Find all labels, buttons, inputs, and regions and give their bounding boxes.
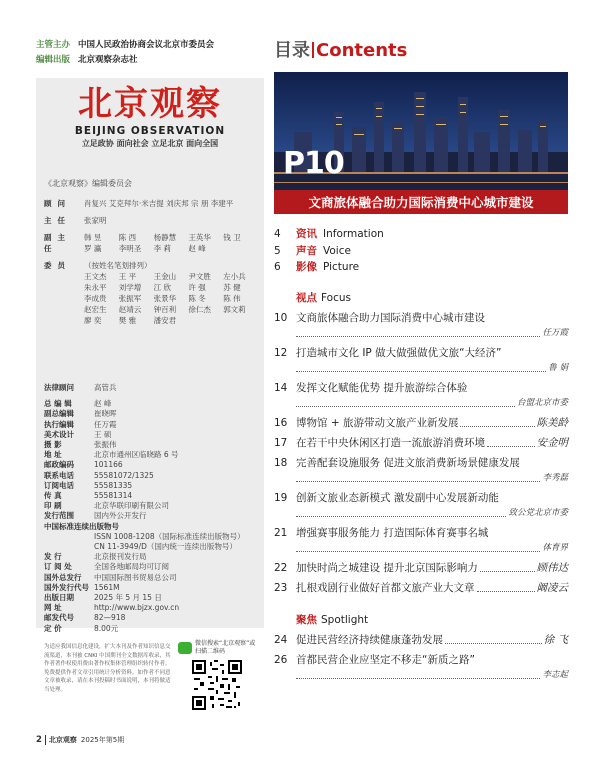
member-name: 王文杰 xyxy=(84,272,107,281)
toc-article-author: 体育界 xyxy=(542,542,568,553)
toc-heading xyxy=(274,36,407,62)
pub-key: 联系电话 xyxy=(44,470,74,480)
pub-value: 55581335 xyxy=(94,480,133,490)
toc-article-author: 致公党北京市委 xyxy=(508,507,568,518)
deputy-name: 韩 昱 xyxy=(84,233,102,242)
member-name: 钟百利 xyxy=(153,305,177,314)
toc-list xyxy=(274,226,568,683)
toc-article-link[interactable] xyxy=(274,346,568,376)
toc-article-author: 李秀磊 xyxy=(542,472,568,483)
dot-leader xyxy=(460,426,534,427)
pub-key: 邮政编码 xyxy=(44,460,74,470)
pub-row xyxy=(44,593,258,603)
pub-value: http://www.bjzx.gov.cn xyxy=(94,603,180,613)
sponsor-value: 中国人民政治协商会议北京市委员会 xyxy=(78,40,215,50)
toc-article-body xyxy=(296,456,568,486)
toc-page-number: 22 xyxy=(274,561,288,574)
pub-row xyxy=(44,491,258,501)
toc-article-body xyxy=(296,381,568,411)
toc-section-link[interactable] xyxy=(274,226,568,243)
page-footer xyxy=(36,735,124,745)
pub-value: 101166 xyxy=(94,460,123,470)
toc-page-number: 18 xyxy=(274,456,288,469)
toc-section-cn: 影像 xyxy=(296,261,317,273)
member-name: 尹文胜 xyxy=(188,272,211,281)
director-key: 主任 xyxy=(44,216,71,225)
toc-article-link[interactable] xyxy=(274,633,568,648)
pub-value: 55581072/1325 xyxy=(94,470,154,480)
member-name: 潘安君 xyxy=(153,316,177,325)
logo-tagline: 立足政协 面向社会 立足北京 面向全国 xyxy=(81,139,219,148)
wechat-icon xyxy=(178,642,192,654)
toc-article-author: 陈美龄 xyxy=(536,416,568,429)
pub-key: 执行编辑 xyxy=(44,419,74,429)
member-name: 朱永平 xyxy=(84,283,107,292)
toc-article-author: 台盟北京市委 xyxy=(516,397,568,408)
pub-key: 传 真 xyxy=(44,491,62,501)
toc-article-body xyxy=(296,491,568,521)
deputy-name xyxy=(223,243,258,254)
toc-section-en: Voice xyxy=(323,244,351,257)
member-name: 刘学增 xyxy=(118,283,142,292)
pub-row xyxy=(44,501,258,511)
toc-article-link[interactable] xyxy=(274,561,568,576)
toc-article-line xyxy=(296,416,568,431)
member-name: 赵靖云 xyxy=(118,305,142,314)
pub-row xyxy=(44,552,258,562)
editor-value: 北京观察杂志社 xyxy=(78,55,138,65)
pub-value: 2025 年 5 月 15 日 xyxy=(94,593,162,603)
toc-article-author: 任万霞 xyxy=(542,327,568,338)
pub-row xyxy=(44,409,258,419)
pub-row xyxy=(44,460,258,470)
toc-article-author: 安金明 xyxy=(536,436,568,449)
member-name: 许 强 xyxy=(188,283,206,292)
toc-article-title: 首都民营企业应坚定不移走“新质之路” xyxy=(296,653,475,666)
legal-key: 法律顾问 xyxy=(44,383,74,392)
member-name: 徐仁杰 xyxy=(188,305,211,314)
dot-leader xyxy=(296,371,546,372)
qr-code-icon[interactable] xyxy=(192,660,242,710)
member-name: 李成贵 xyxy=(84,294,107,303)
deputy-name: 杨静慧 xyxy=(153,233,177,242)
pub-row xyxy=(44,450,258,460)
spotlight-section-header: 聚焦 Spotlight xyxy=(296,613,369,626)
pub-key: 副总编辑 xyxy=(44,409,74,419)
toc-section-link[interactable] xyxy=(274,243,568,260)
toc-page-number: 14 xyxy=(274,381,288,394)
pub-value: 1561M xyxy=(94,582,120,592)
toc-article-link[interactable] xyxy=(274,456,568,486)
dot-leader xyxy=(296,406,515,407)
toc-article-title: 扎根戏剧行业做好首都文旅产业大文章 xyxy=(296,581,475,594)
pub-key: 摄 影 xyxy=(44,440,62,450)
toc-article-title: 加快时尚之城建设 提升北京国际影响力 xyxy=(296,561,478,574)
toc-author-line xyxy=(296,326,568,341)
pub-value: 崔晓晖 xyxy=(94,409,117,419)
deputy-names xyxy=(84,232,258,254)
cover-headline[interactable]: 文商旅体融合助力国际消费中心城市建设 xyxy=(308,195,534,210)
member-name xyxy=(223,315,258,326)
toc-page-number: 10 xyxy=(274,311,288,324)
toc-author-line xyxy=(296,361,568,376)
pub-value: 全国各地邮局均可订阅 xyxy=(94,562,169,572)
director-name: 张家明 xyxy=(84,216,107,225)
toc-page-number: 21 xyxy=(274,526,288,539)
pub-row xyxy=(44,420,258,430)
dot-leader xyxy=(445,643,542,644)
toc-article-title: 在若干中央休闲区打造一流旅游消费环境 xyxy=(296,436,485,449)
deputy-name: 陈 西 xyxy=(118,233,137,242)
toc-title-en: Contents xyxy=(316,40,408,61)
toc-article-line xyxy=(296,436,568,451)
deputy-name: 钱 卫 xyxy=(223,233,241,242)
toc-article-link[interactable] xyxy=(274,436,568,451)
toc-article-body xyxy=(296,346,568,376)
pub-key: 总 编 辑 xyxy=(44,399,72,409)
pub-key: 网 址 xyxy=(44,603,62,613)
deputy-name: 王英华 xyxy=(188,233,211,242)
deputy-name: 赵 峰 xyxy=(188,244,206,253)
toc-page-number: 24 xyxy=(274,633,288,646)
pub-row xyxy=(44,583,258,593)
advisor-names: 肖复兴 艾克拜尔·米吉提 刘庆邦 宗 朋 李建平 xyxy=(84,199,234,208)
deputy-name: 李 莉 xyxy=(153,244,171,253)
sponsor-key: 主管主办 xyxy=(36,40,71,50)
pub-value: 8.00元 xyxy=(94,623,119,633)
pub-row xyxy=(44,430,258,440)
pub-key: 发行范围 xyxy=(44,511,74,521)
deputy-key: 副主任 xyxy=(44,233,71,253)
toc-article-line xyxy=(296,581,568,596)
member-name: 张景华 xyxy=(153,294,177,303)
toc-article-link[interactable] xyxy=(274,653,568,683)
footer-magazine: 北京观察 xyxy=(48,736,77,744)
pub-key: 订 阅 处 xyxy=(44,562,72,572)
pub-row xyxy=(44,573,258,583)
member-name: 赵宏生 xyxy=(84,305,107,314)
toc-article-title: 发挥文化赋能优势 提升旅游综合体验 xyxy=(296,381,468,394)
pub-row xyxy=(44,603,258,613)
toc-author-line xyxy=(296,668,568,683)
deputy-name: 李明圣 xyxy=(118,244,142,253)
pub-value: 赵 峰 xyxy=(94,399,112,409)
member-name: 陈 伟 xyxy=(223,294,241,303)
page-number: 2 xyxy=(36,735,46,745)
toc-page-number: 4 xyxy=(274,228,281,240)
pub-key: 邮发代号 xyxy=(44,613,74,623)
editorial-board xyxy=(44,198,258,332)
dot-leader xyxy=(296,336,540,337)
member-name: 苏 健 xyxy=(223,283,241,292)
toc-article-body xyxy=(296,311,568,341)
pub-value: 55581314 xyxy=(94,491,133,501)
member-name: 郭文莉 xyxy=(223,305,246,314)
pub-row xyxy=(44,440,258,450)
toc-section-en: Picture xyxy=(323,261,360,273)
members-key: 委员 xyxy=(44,261,71,270)
toc-article-author: 顾伟达 xyxy=(536,561,568,574)
toc-article-body xyxy=(296,561,568,576)
toc-article-body xyxy=(296,526,568,556)
cover-page-ref: P10 xyxy=(283,146,344,181)
toc-article-link[interactable] xyxy=(274,526,568,556)
member-name xyxy=(188,315,223,326)
toc-author-line xyxy=(296,506,568,521)
toc-article-link[interactable] xyxy=(274,581,568,596)
toc-article-title: 文商旅体融合助力国际消费中心城市建设 xyxy=(296,311,485,324)
editor-key: 编辑出版 xyxy=(36,55,71,65)
toc-article-line xyxy=(296,561,568,576)
pub-value: 张振伟 xyxy=(94,440,117,450)
toc-article-link[interactable] xyxy=(274,311,568,341)
masthead xyxy=(36,38,264,68)
wechat-text: 微信搜索“北京观察”或扫描二维码 xyxy=(195,640,256,655)
toc-article-link[interactable] xyxy=(274,381,568,411)
pub-value: 国内外公开发行 xyxy=(94,511,147,521)
publishing-info xyxy=(44,383,258,634)
advisor-key: 顾问 xyxy=(44,199,71,208)
toc-article-body xyxy=(296,436,568,451)
toc-article-line xyxy=(296,633,568,648)
toc-author-line xyxy=(296,471,568,486)
pub-key: 国外总发行 xyxy=(44,572,82,582)
pub-value: 82—918 xyxy=(94,613,126,623)
cn-value: CN 11-3949/D（国内统一连续出版物号） xyxy=(94,542,237,552)
pub-value: 中国国际图书贸易总公司 xyxy=(94,572,177,582)
pub-key: 发 行 xyxy=(44,552,62,562)
toc-article-author: 阚凌云 xyxy=(536,581,568,594)
dot-leader xyxy=(487,446,535,447)
pub-key: 国外发行代号 xyxy=(44,582,89,592)
pub-value: 王 硕 xyxy=(94,429,112,439)
toc-page-number: 17 xyxy=(274,436,288,449)
toc-page-number: 23 xyxy=(274,581,288,594)
deputy-name: 罗 瀛 xyxy=(84,244,102,253)
member-name: 江 欣 xyxy=(153,283,171,292)
toc-section-link[interactable] xyxy=(274,259,568,276)
toc-page-number: 6 xyxy=(274,261,281,273)
logo-english: BEIJING OBSERVATION xyxy=(74,125,226,137)
dot-leader xyxy=(477,591,535,592)
logo-chinese: 北京观察 xyxy=(78,84,222,124)
toc-author-line xyxy=(296,396,568,411)
toc-article-body xyxy=(296,633,568,648)
board-title: 《北京观察》编辑委员会 xyxy=(44,179,132,188)
dot-leader xyxy=(480,571,535,572)
member-name: 王金山 xyxy=(153,272,177,281)
pub-key: 订阅电话 xyxy=(44,480,74,490)
toc-section-cn: 声音 xyxy=(296,244,317,257)
member-name: 陈 冬 xyxy=(188,294,206,303)
pub-row xyxy=(44,562,258,572)
member-names xyxy=(84,271,258,326)
pub-key: 美术设计 xyxy=(44,429,74,439)
pub-key: 定 价 xyxy=(44,623,62,633)
pub-value: 北京市通州区临晓路 6 号 xyxy=(94,450,179,460)
toc-article-title: 创新文旅业态新模式 激发副中心发展新动能 xyxy=(296,491,499,504)
pub-row xyxy=(44,471,258,481)
toc-author-line xyxy=(296,541,568,556)
pub-value: 北京报刊发行局 xyxy=(94,552,147,562)
dot-leader xyxy=(296,481,540,482)
toc-article-body xyxy=(296,581,568,596)
toc-article-link[interactable] xyxy=(274,491,568,521)
toc-article-body xyxy=(296,416,568,431)
members-note: （按姓名笔划排列） xyxy=(84,261,152,270)
toc-article-title: 博物馆 + 旅游带动文旅产业新发展 xyxy=(296,416,459,429)
toc-page-number: 5 xyxy=(274,244,281,257)
pub-row xyxy=(44,481,258,491)
dot-leader xyxy=(296,516,506,517)
toc-article-link[interactable] xyxy=(274,416,568,431)
toc-article-author: 徐 飞 xyxy=(543,633,568,646)
toc-article-title: 增强赛事服务能力 打造国际体育赛事名城 xyxy=(296,526,489,539)
footer-issue: 2025年第5期 xyxy=(80,736,125,744)
member-name: 张振军 xyxy=(118,294,142,303)
toc-section-cn: 资讯 xyxy=(296,228,317,240)
magazine-logo xyxy=(36,84,264,164)
pub-value: 任万霞 xyxy=(94,419,117,429)
toc-article-title: 完善配套设施服务 促进文旅消费新场景健康发展 xyxy=(296,456,520,469)
member-name: 廖 奕 xyxy=(84,316,102,325)
toc-section-en: Information xyxy=(323,228,384,240)
wechat-qr-block xyxy=(178,640,260,730)
pub-row xyxy=(44,624,258,634)
pub-row xyxy=(44,511,258,521)
issn-value: ISSN 1008-1208（国际标准连续出版物号） xyxy=(94,531,245,541)
toc-title-cn: 目录 xyxy=(274,40,310,61)
member-name: 樊 雅 xyxy=(118,316,137,325)
pub-key: 印 刷 xyxy=(44,501,62,511)
toc-article-body xyxy=(296,653,568,683)
pub-row xyxy=(44,613,258,623)
issn-key: 中国标准连续出版物号 xyxy=(44,521,119,531)
toc-page-number: 16 xyxy=(274,416,288,429)
toc-article-title: 促进民营经济持续健康蓬勃发展 xyxy=(296,633,443,646)
toc-article-author: 李志起 xyxy=(542,669,568,680)
dot-leader xyxy=(296,678,540,679)
toc-page-number: 19 xyxy=(274,491,288,504)
member-name: 王 平 xyxy=(118,272,137,281)
copyright-notice: 为适应我国信息化建设，扩大本刊及作者知识信息交流渠道，本刊被 CNKI 中国期刊全文数据库收录，其作者著作权使用费由著作权集体管理组织转付作者。免费提供作者文章引用统计分析资料。如作者不同意文章被收录，请在本刊投稿时书面说明，本刊将做适当处理。 xyxy=(44,644,171,693)
pub-row xyxy=(44,399,258,409)
member-name: 左小兵 xyxy=(223,272,246,281)
toc-article-author: 鲁 娟 xyxy=(548,362,568,373)
focus-section-header: 视点 Focus xyxy=(296,291,351,304)
pub-key: 地 址 xyxy=(44,450,62,460)
toc-page-number: 26 xyxy=(274,653,288,666)
legal-value: 高管兵 xyxy=(94,383,117,392)
pub-key: 出版日期 xyxy=(44,593,74,603)
toc-page-number: 12 xyxy=(274,346,288,359)
pub-value: 北京华联印刷有限公司 xyxy=(94,501,169,511)
dot-leader xyxy=(296,551,540,552)
toc-article-title: 打造城市文化 IP 做大做强做优文旅“大经济” xyxy=(296,346,502,359)
